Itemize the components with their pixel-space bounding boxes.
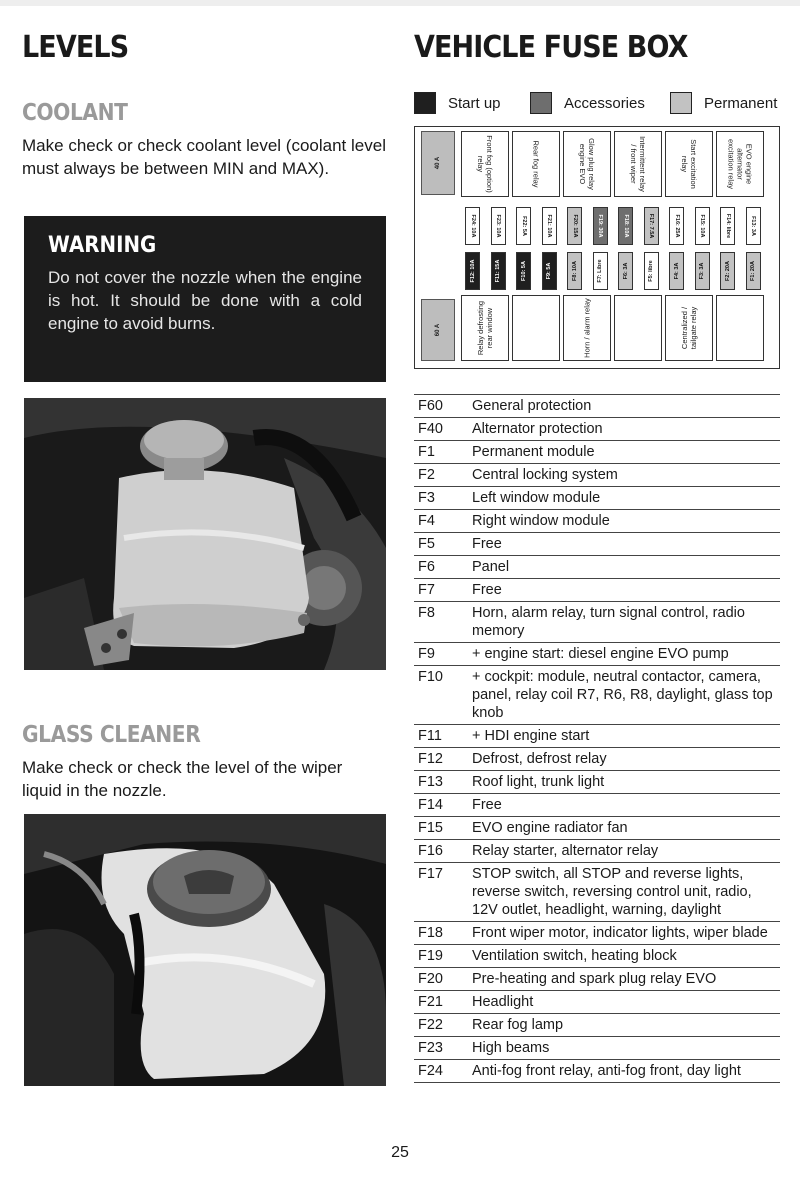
relay-slot: Horn / alarm relay [563, 295, 611, 361]
fuse-code: F24 [414, 1060, 468, 1083]
fuse-description: Right window module [468, 510, 780, 533]
fuse-code: F23 [414, 1037, 468, 1060]
relay-slot [512, 295, 560, 361]
legend-item-start-up [414, 90, 501, 116]
fuse-row [414, 817, 780, 840]
legend-swatch-accessories [530, 92, 552, 114]
fuse-slot: F15: 10A [695, 207, 710, 245]
fuse-row [414, 441, 780, 464]
relay-slot [614, 295, 662, 361]
fuse-code: F16 [414, 840, 468, 863]
relay-slot: Start excitation relay [665, 131, 713, 197]
levels-column [22, 28, 386, 800]
fuse-code: F11 [414, 725, 468, 748]
fuse-code: F12 [414, 748, 468, 771]
fuse-slot: F17: 7.5A [644, 207, 659, 245]
fuse-slot: F5: libre [644, 252, 659, 290]
fuse-code: F7 [414, 579, 468, 602]
fuse-slot: F9: 5A [542, 252, 557, 290]
levels-title: LEVELS [22, 30, 129, 65]
washer-reservoir-photo [24, 814, 386, 1086]
fuse-description: Free [468, 533, 780, 556]
warning-box [24, 216, 386, 382]
fuse-code: F15 [414, 817, 468, 840]
coolant-text: Make check or check coolant level (coolant level must always be between MIN and MAX). [22, 136, 386, 178]
fuse-description: Central locking system [468, 464, 780, 487]
fuse-description: Headlight [468, 991, 780, 1014]
fuse-description: Left window module [468, 487, 780, 510]
fuse-description: Alternator protection [468, 418, 780, 441]
fuse-code: F21 [414, 991, 468, 1014]
fuse-description: Permanent module [468, 441, 780, 464]
fuse-description: Rear fog lamp [468, 1014, 780, 1037]
fuse-row [414, 395, 780, 418]
fuse-row [414, 602, 780, 643]
fuse-row [414, 1014, 780, 1037]
fuse-description: Horn, alarm relay, turn signal control, radio memory [468, 602, 780, 643]
big-fuse-40a: 40 A [421, 131, 455, 195]
fuse-description: + cockpit: module, neutral contactor, camera, panel, relay coil R7, R6, R8, daylight, glass top knob [468, 666, 780, 725]
legend-label: Permanent [704, 94, 778, 112]
fuse-box-title: VEHICLE FUSE BOX [414, 30, 688, 65]
fuse-slot: F14: libre [720, 207, 735, 245]
fuse-box-column [414, 28, 780, 1079]
fuse-description: + engine start: diesel engine EVO pump [468, 643, 780, 666]
fuse-slot: F10: 5A [516, 252, 531, 290]
glass-cleaner-heading: GLASS CLEANER [22, 722, 201, 748]
fuse-row [414, 464, 780, 487]
fuse-row [414, 1037, 780, 1060]
fuse-row [414, 725, 780, 748]
fuse-slot: F13: 3A [746, 207, 761, 245]
fuse-row [414, 487, 780, 510]
relay-slot: Centralized / tailgate relay [665, 295, 713, 361]
fuse-description: Anti-fog front relay, anti-fog front, day light [468, 1060, 780, 1083]
fuse-slot: F23: 10A [491, 207, 506, 245]
fuse-slot: F16: 25A [669, 207, 684, 245]
fuse-code: F20 [414, 968, 468, 991]
fuse-description: Front wiper motor, indicator lights, wiper blade [468, 922, 780, 945]
fuse-row [414, 556, 780, 579]
relay-slot: Intermittent relay / front wiper [614, 131, 662, 197]
fuse-description: Panel [468, 556, 780, 579]
fuse-code: F3 [414, 487, 468, 510]
legend-item-accessories [530, 90, 645, 116]
legend-label: Accessories [564, 94, 645, 112]
legend-label: Start up [448, 94, 501, 112]
fuse-slot: F18: 10A [618, 207, 633, 245]
glass-cleaner-text: Make check or check the level of the wiper liquid in the nozzle. [22, 758, 343, 800]
fuse-row [414, 991, 780, 1014]
fuse-row [414, 748, 780, 771]
fuse-code: F17 [414, 863, 468, 922]
fuse-row [414, 1060, 780, 1083]
fuse-slot: F7: Libre [593, 252, 608, 290]
legend-swatch-start-up [414, 92, 436, 114]
fuse-code: F9 [414, 643, 468, 666]
fuse-slot: F1: 20A [746, 252, 761, 290]
page-number: 25 [391, 1144, 409, 1161]
fuse-code: F14 [414, 794, 468, 817]
fuse-description: General protection [468, 395, 780, 418]
fuse-description: Free [468, 794, 780, 817]
fuse-slot: F22: 5A [516, 207, 531, 245]
fuse-description: + HDI engine start [468, 725, 780, 748]
fuse-code: F1 [414, 441, 468, 464]
big-fuse-60a: 60 A [421, 299, 455, 361]
fuse-code: F5 [414, 533, 468, 556]
fuse-code: F6 [414, 556, 468, 579]
fuse-description: Pre-heating and spark plug relay EVO [468, 968, 780, 991]
fuse-description: Defrost, defrost relay [468, 748, 780, 771]
fuse-table [414, 394, 780, 1083]
fuse-row [414, 533, 780, 556]
fuse-slot: F19: 30A [593, 207, 608, 245]
fuse-slot: F24: 10A [465, 207, 480, 245]
fuse-slot: F2: 20A [720, 252, 735, 290]
relay-slot: Front fog (option) relay [461, 131, 509, 197]
fuse-code: F18 [414, 922, 468, 945]
fuse-code: F60 [414, 395, 468, 418]
fuse-slot: F3: 3A [695, 252, 710, 290]
fuse-row [414, 794, 780, 817]
fuse-row [414, 771, 780, 794]
fuse-description: Ventilation switch, heating block [468, 945, 780, 968]
fuse-row [414, 579, 780, 602]
coolant-heading: COOLANT [22, 100, 128, 126]
fuse-description: EVO engine radiator fan [468, 817, 780, 840]
relay-slot: Rear fog relay [512, 131, 560, 197]
relay-slot: EVO engine alternator excitation relay [716, 131, 764, 197]
fuse-slot: F8: 10A [567, 252, 582, 290]
relay-slot [716, 295, 764, 361]
fuse-row [414, 418, 780, 441]
fuse-code: F8 [414, 602, 468, 643]
fuse-description: Roof light, trunk light [468, 771, 780, 794]
fuse-description: Free [468, 579, 780, 602]
fuse-slot: F20: 15A [567, 207, 582, 245]
fuse-row [414, 643, 780, 666]
fuse-code: F4 [414, 510, 468, 533]
fuse-code: F40 [414, 418, 468, 441]
fuse-row [414, 863, 780, 922]
fuse-code: F10 [414, 666, 468, 725]
fuse-code: F19 [414, 945, 468, 968]
warning-text: Do not cover the nozzle when the engine is hot. It should be done with a cold engine to avoid burns. [48, 268, 362, 333]
glass-cleaner-section [22, 720, 386, 802]
fuse-slot: F6: 3A [618, 252, 633, 290]
warning-title: WARNING [48, 233, 157, 258]
legend-item-permanent [670, 90, 777, 116]
fuse-slot: F12: 10A [465, 252, 480, 290]
relay-slot: Relay defrosting rear window [461, 295, 509, 361]
fuse-code: F2 [414, 464, 468, 487]
fuse-row [414, 968, 780, 991]
fuse-description: Relay starter, alternator relay [468, 840, 780, 863]
fuse-box-diagram [414, 126, 780, 369]
fuse-slot: F4: 3A [669, 252, 684, 290]
fuse-row [414, 666, 780, 725]
fuse-slot: F11: 15A [491, 252, 506, 290]
fuse-row [414, 840, 780, 863]
fuse-description: STOP switch, all STOP and reverse lights, reverse switch, reversing control unit, radio, 12V outlet, headlight, warning, daylight [468, 863, 780, 922]
coolant-reservoir-photo [24, 398, 386, 670]
fuse-row [414, 922, 780, 945]
fuse-slot: F21: 10A [542, 207, 557, 245]
fuse-legend [414, 90, 780, 116]
top-rule [0, 0, 800, 6]
fuse-code: F13 [414, 771, 468, 794]
fuse-row [414, 945, 780, 968]
relay-slot: Glow plug relay engine EVO [563, 131, 611, 197]
fuse-description: High beams [468, 1037, 780, 1060]
coolant-section [22, 98, 386, 180]
fuse-code: F22 [414, 1014, 468, 1037]
fuse-row [414, 510, 780, 533]
legend-swatch-permanent [670, 92, 692, 114]
